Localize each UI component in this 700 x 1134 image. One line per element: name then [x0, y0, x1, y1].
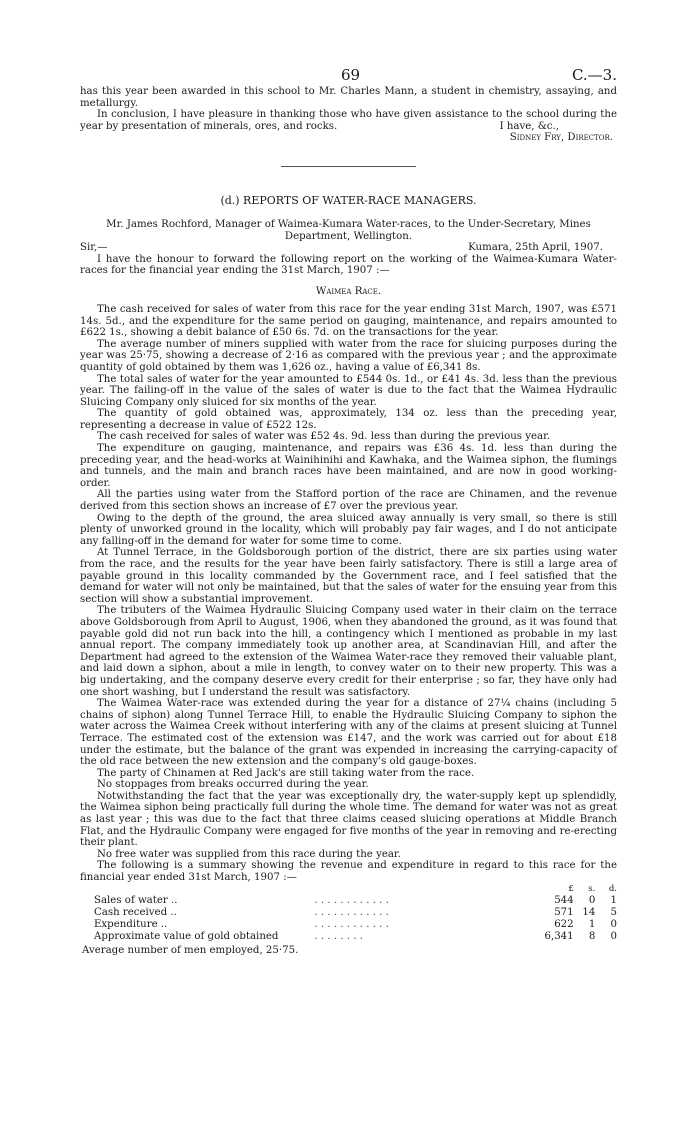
pounds-cell: 544 [554, 895, 574, 907]
table-row [94, 931, 617, 943]
body-paragraph: The total sales of water for the year amounted to £544 0s. 1d., or £41 4s. 3d. less than the previous year. The failing-off in the value of the sales of water is due to the fact that the Waimea Hydraulic Sluicing Company only sluiced for six months of the year. [80, 373, 617, 408]
row-label: Approximate value of gold obtained [94, 930, 279, 942]
leader-dots: . . . . . . . . . . . . [314, 919, 389, 931]
shillings-header: s. [588, 883, 596, 894]
letter-address: Mr. James Rochford, Manager of Waimea-Kumara Water-races, to the Under-Secretary, Mines Department, Wellington. [106, 218, 591, 242]
body-paragraph: No free water was supplied from this race during the year. [97, 848, 401, 860]
row-label: Cash received .. [94, 907, 177, 919]
table-row [94, 895, 617, 907]
pounds-cell: 571 [554, 907, 574, 919]
summary-table [94, 884, 617, 943]
pence-cell: 0 [610, 930, 617, 942]
section-divider [281, 166, 416, 167]
opening-paragraph: I have the honour to forward the following report on the working of the Waimea-Kumara Water-races for the financial year ending the 31st March, 1907 :— [80, 253, 617, 277]
shillings-cell: 14 [582, 907, 596, 919]
pence-cell: 0 [610, 919, 617, 931]
body-paragraph: The Waimea Water-race was extended during the year for a distance of 27¼ chains (including 5 chains of siphon) along Tunnel Terrace Hill, to enable the Hydraulic Sluicing Company to siphon the water across the Waimea Creek without interfering with any of the claims at present sluicing at Tunnel Terrace. The estimated cost of the extension was £147, and the work was carried out for about £18 under the estimate, but the balance of the grant was expended in increasing the carrying-capacity of the old race between the new extension and the company's old gauge-boxes. [80, 698, 617, 768]
pence-cell: 1 [610, 895, 617, 907]
body-paragraph: The average number of miners supplied with water from the race for sluicing purposes during the year was 25·75, showing a decrease of 2·16 as compared with the previous year ; and the approximate quantity of gold obtained by them was 1,626 oz., having a value of £6,341 8s. [80, 338, 617, 373]
body-paragraph: The cash received for sales of water was £52 4s. 9d. less than during the previous year. [97, 431, 551, 443]
intro-paragraph-2: In conclusion, I have pleasure in thanking those who have given assistance to the school during the year by presentation of minerals, ores, and rocks. [80, 109, 617, 132]
page-number: 69 [341, 66, 361, 84]
pounds-cell: 622 [554, 919, 574, 931]
table-row [94, 919, 617, 931]
page-header [80, 58, 617, 86]
salutation: Sir,— [80, 242, 108, 254]
shillings-cell: 0 [588, 895, 596, 907]
salutation-line [80, 242, 617, 254]
table-row [94, 907, 617, 919]
document-reference: C.—3. [571, 66, 617, 84]
body-paragraph: Notwithstanding the fact that the year was exceptionally dry, the water-supply kept up splendidly, the Waimea siphon being practically full during the whole time. The demand for water was not as great as last year ; this was due to the fact that three claims ceased sluicing operations at Middle Branch Flat, and the Hydraulic Company were engaged for five months of the year in removing and re-erecting their plant. [80, 790, 617, 849]
body-paragraph: At Tunnel Terrace, in the Goldsborough portion of the district, there are six parties using water from the race, and the results for the year have been fairly satisfactory. There is still a large area of payable ground in this locality commanded by the Government race, and I feel satisfied that the demand for water will not only be maintained, but that the sales of water for the ensuing year from this section will show a substantial improvement. [80, 547, 617, 605]
body-paragraph: No stoppages from breaks occurred during the year. [97, 779, 369, 791]
closing-line: I have, &c., [499, 120, 559, 132]
director-signature: Sidney Fry, Director. [509, 132, 613, 144]
pence-cell: 5 [610, 907, 617, 919]
section-title: (d.) REPORTS OF WATER-RACE MANAGERS. [220, 193, 477, 207]
body-paragraph: Owing to the depth of the ground, the area sluiced away annually is very small, so there is still plenty of unworked ground in the locality, which will probably pay fair wages, and I do not anticipate any falling-off in the demand for water for some time to come. [80, 512, 617, 547]
row-label: Sales of water .. [94, 895, 178, 907]
pounds-cell: 6,341 [544, 930, 574, 942]
shillings-cell: 8 [588, 930, 596, 942]
sub-heading: Waimea Race. [315, 285, 382, 297]
body-paragraph: The following is a summary showing the revenue and expenditure in regard to this race for the financial year ended 31st March, 1907 :— [80, 860, 617, 884]
body-paragraph: The expenditure on gauging, maintenance, and repairs was £36 4s. 1d. less than during the preceding year, and the head-works at Wainihinihi and Kawhaka, and the Waimea siphon, the flumings and tunnels, and the main and branch races have been maintained, and are now in good working-order. [80, 443, 617, 489]
body-paragraph: The cash received for sales of water from this race for the year ending 31st March, 1907, was £571 14s. 5d., and the expenditure for the same period on gauging, maintenance, and repairs amounted to £622 1s., showing a debit balance of £50 6s. 7d. on the transactions for the year. [80, 303, 617, 339]
pounds-header: £ [568, 883, 574, 894]
leader-dots: . . . . . . . . . . . . [314, 907, 389, 919]
shillings-cell: 1 [588, 919, 596, 931]
document-page [80, 58, 617, 956]
body-paragraph: All the parties using water from the Stafford portion of the race are Chinamen, and the revenue derived from this section shows an increase of £7 over the previous year. [80, 489, 617, 513]
leader-dots: . . . . . . . . . . . . [314, 895, 389, 907]
currency-header-row [94, 884, 617, 896]
average-men-line: Average number of men employed, 25·75. [82, 944, 299, 956]
intro-paragraph-1: has this year been awarded in this school to Mr. Charles Mann, a student in chemistry, assaying, and metallurgy. [80, 86, 617, 109]
body-paragraph: The quantity of gold obtained was, approximately, 134 oz. less than the preceding year, representing a decrease in value of £522 12s. [80, 408, 617, 431]
leader-dots: . . . . . . . . [314, 930, 363, 942]
body-paragraph: The party of Chinamen at Red Jack's are still taking water from the race. [97, 767, 475, 779]
place-date: Kumara, 25th April, 1907. [468, 242, 603, 254]
row-label: Expenditure .. [94, 919, 168, 931]
body-paragraph: The tributers of the Waimea Hydraulic Sluicing Company used water in their claim on the terrace above Goldsborough from April to August, 1906, when they abandoned the ground, as it was found that payable gold did not run back into the hill, a contingency which I mentioned as probable in my last annual report. The company immediately took up another area, at Scandinavian Hill, and after the Department had agreed to the extension of the Waimea Water-race they removed their valuable plant, and laid down a siphon, about a mile in length, to convey water on to their new property. This was a big undertaking, and the company deserve every credit for their enterprise ; so far, they have only had one short washing, but I understand the result was satisfactory. [80, 605, 618, 698]
pence-header: d. [608, 883, 617, 894]
